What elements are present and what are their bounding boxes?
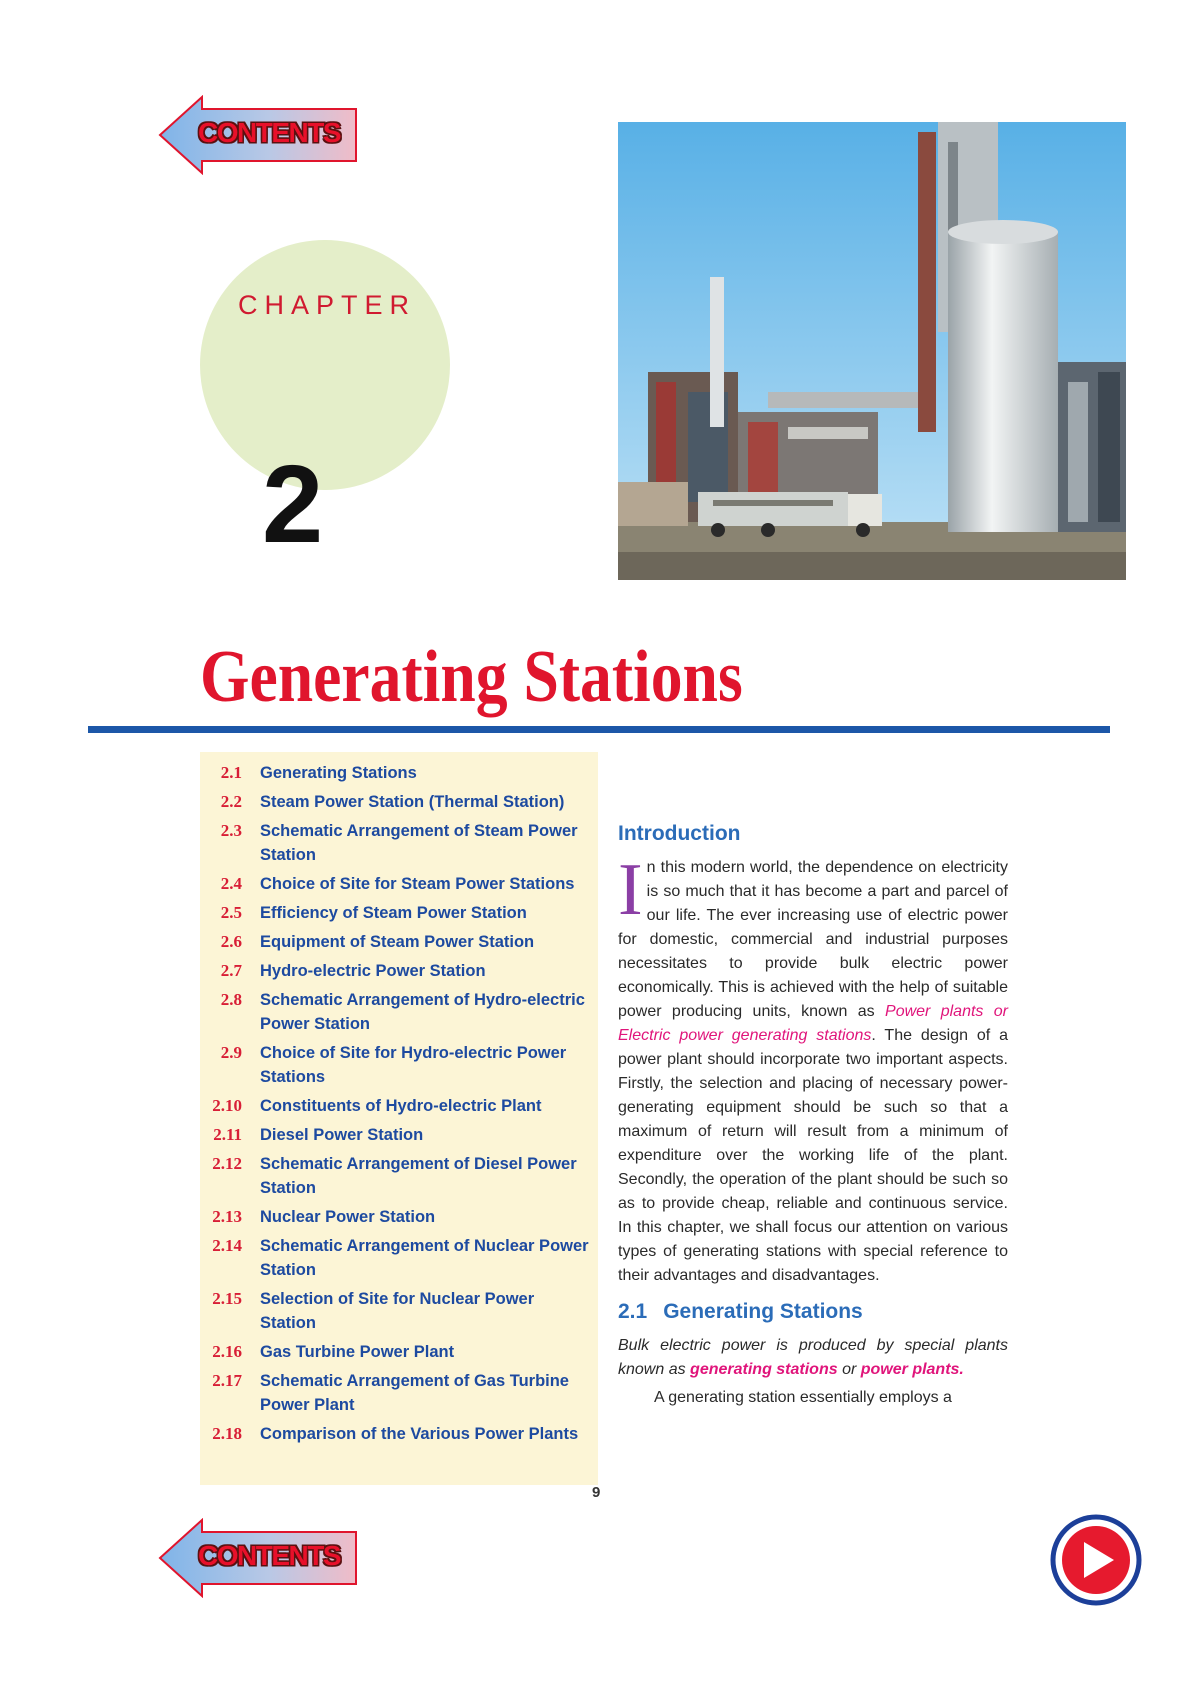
- toc-item[interactable]: 2.11 Diesel Power Station: [200, 1123, 598, 1147]
- title-divider: [88, 726, 1110, 733]
- chapter-label: CHAPTER: [238, 290, 417, 320]
- toc-item[interactable]: 2.1 Generating Stations: [200, 761, 598, 785]
- toc-link[interactable]: Comparison of the Various Power Plants: [260, 1425, 579, 1443]
- drop-cap: I: [618, 849, 643, 931]
- toc-link[interactable]: Diesel Power Station: [260, 1126, 424, 1144]
- toc-link[interactable]: Constituents of Hydro-electric Plant: [260, 1097, 542, 1115]
- toc-item[interactable]: 2.3 Schematic Arrangement of Steam Power Station: [200, 819, 598, 867]
- toc-item[interactable]: 2.16 Gas Turbine Power Plant: [200, 1340, 598, 1364]
- intro-paragraph: In this modern world, the dependence on electricity is so much that it has become a part and parcel of our life. The ever increasing use of electric power for domestic, commercial and industrial purposes necessitates to provide bulk electric power economically. This is achieved with the help of suitable power producing units, known as Power plants or Electric power generating stations. The design of a power plant should incorporate two important aspects. Firstly, the selection and placing of necessary power-generating equipment should be such so that a maximum of return will result from a minimum of expenditure over the working life of the plant. Secondly, the operation of the plant should be such so as to provide cheap, reliable and continuous service. In this chapter, we shall focus our attention on various types of generating stations with special reference to their advantages and disadvantages.: [618, 849, 1009, 1284]
- body-paragraph: A generating station essentially employs a: [654, 1389, 952, 1406]
- toc-link[interactable]: Schematic Arrangement of Hydro-electric Power Station: [260, 991, 604, 1033]
- chapter-toc: [200, 752, 604, 1485]
- definition-text: Bulk electric power is produced by special plants known as generating stations or power plants.: [618, 1337, 1008, 1378]
- toc-link[interactable]: Generating Stations: [260, 764, 417, 782]
- toc-item[interactable]: 2.15 Selection of Site for Nuclear Power Station: [200, 1287, 598, 1335]
- intro-column: [618, 822, 1008, 1410]
- toc-item[interactable]: 2.12 Schematic Arrangement of Diesel Power Station: [200, 1152, 598, 1200]
- chapter-circle: [200, 240, 450, 490]
- highlight-term: Power plants or Electric power generating stations: [618, 1003, 1008, 1044]
- toc-item[interactable]: 2.10 Constituents of Hydro-electric Plant: [200, 1094, 598, 1118]
- definition-term: generating stations: [690, 1361, 838, 1378]
- toc-link[interactable]: Choice of Site for Steam Power Stations: [260, 875, 575, 893]
- power-station-photo: [618, 122, 1126, 580]
- toc-link[interactable]: Nuclear Power Station: [260, 1208, 436, 1226]
- toc-link[interactable]: Hydro-electric Power Station: [260, 962, 486, 980]
- toc-item[interactable]: 2.9 Choice of Site for Hydro-electric Power Stations: [200, 1041, 598, 1089]
- toc-item[interactable]: 2.18 Comparison of the Various Power Plants: [200, 1422, 598, 1446]
- next-page-button[interactable]: [1050, 1514, 1142, 1606]
- toc-link[interactable]: Schematic Arrangement of Steam Power Station: [260, 822, 578, 864]
- toc-link[interactable]: Selection of Site for Nuclear Power Station: [260, 1290, 535, 1332]
- toc-link[interactable]: Steam Power Station (Thermal Station): [260, 793, 565, 811]
- toc-link[interactable]: Efficiency of Steam Power Station: [260, 904, 527, 922]
- toc-item[interactable]: 2.4 Choice of Site for Steam Power Stations: [200, 872, 598, 896]
- contents-back-button-bottom[interactable]: [158, 1518, 358, 1598]
- toc-item[interactable]: 2.13 Nuclear Power Station: [200, 1205, 598, 1229]
- toc-item[interactable]: 2.17 Schematic Arrangement of Gas Turbine Power Plant: [200, 1369, 598, 1417]
- toc-item[interactable]: 2.7 Hydro-electric Power Station: [200, 959, 598, 983]
- toc-item[interactable]: 2.5 Efficiency of Steam Power Station: [200, 901, 598, 925]
- toc-link[interactable]: Equipment of Steam Power Station: [260, 933, 535, 951]
- toc-link[interactable]: Schematic Arrangement of Diesel Power Station: [260, 1155, 577, 1197]
- section-heading: 2.1 Generating Stations: [618, 1300, 863, 1323]
- chapter-number: 2: [262, 443, 324, 566]
- play-triangle-icon: [1050, 1514, 1142, 1606]
- contents-label: CONTENTS: [198, 117, 340, 148]
- contents-label: CONTENTS: [198, 1540, 340, 1571]
- chapter-title: Generating Stations: [200, 636, 743, 718]
- toc-item[interactable]: 2.2 Steam Power Station (Thermal Station): [200, 790, 598, 814]
- toc-item[interactable]: 2.6 Equipment of Steam Power Station: [200, 930, 598, 954]
- intro-heading: Introduction: [618, 822, 741, 845]
- toc-item[interactable]: 2.14 Schematic Arrangement of Nuclear Power Station: [200, 1234, 598, 1282]
- toc-link[interactable]: Choice of Site for Hydro-electric Power Stations: [260, 1044, 567, 1086]
- toc-item[interactable]: 2.8 Schematic Arrangement of Hydro-electric Power Station: [200, 988, 598, 1036]
- toc-link[interactable]: Gas Turbine Power Plant: [260, 1343, 455, 1361]
- toc-link[interactable]: Schematic Arrangement of Gas Turbine Power Plant: [260, 1372, 569, 1414]
- definition-term: power plants.: [860, 1361, 964, 1378]
- contents-back-button[interactable]: [158, 95, 358, 175]
- page-number: 9: [592, 1484, 601, 1501]
- toc-link[interactable]: Schematic Arrangement of Nuclear Power Station: [260, 1237, 598, 1279]
